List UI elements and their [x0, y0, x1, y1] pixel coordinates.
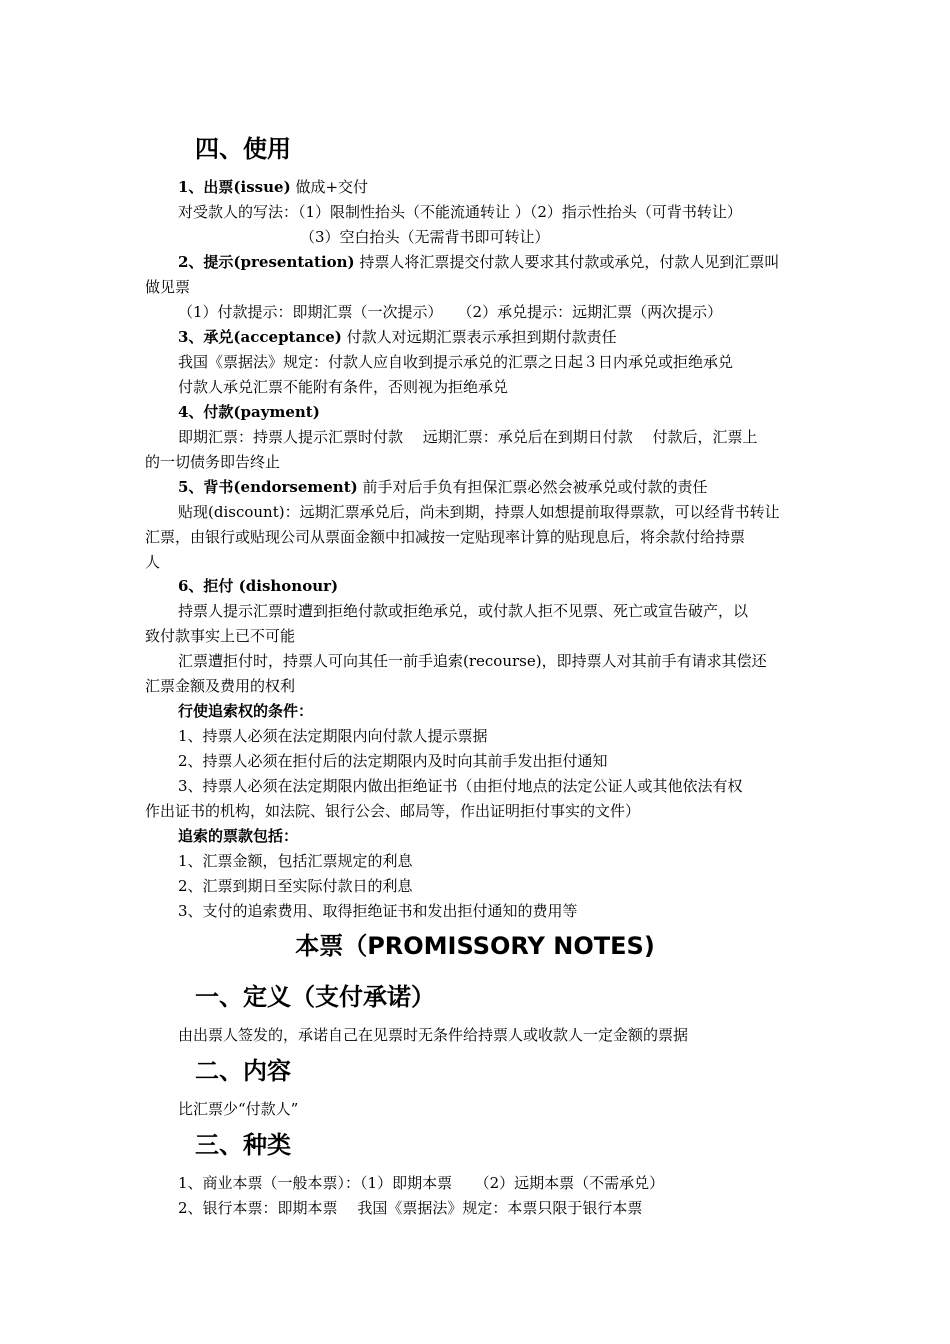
list-item: 1、持票人必须在法定期限内向付款人提示票据 — [178, 727, 488, 745]
item-issue-title: 1、出票(issue) — [178, 178, 291, 196]
paragraph-line: 由出票人签发的，承诺自己在见票时无条件给持票人或收款人一定金额的票据 — [178, 1026, 689, 1044]
paragraph-line: 我国《票据法》规定：付款人应自收到提示承兑的汇票之日起３日内承兑或拒绝承兑 — [178, 353, 734, 371]
section-heading-definition: 一、定义（支付承诺） — [195, 983, 435, 1011]
item-endorsement — [178, 477, 708, 497]
paragraph-line: 致付款事实上已不可能 — [145, 627, 296, 645]
list-item: 3、支付的追索费用、取得拒绝证书和发出拒付通知的费用等 — [178, 902, 578, 920]
item-acceptance — [178, 327, 617, 347]
promissory-notes-title: 本票（PROMISSORY NOTES) — [295, 932, 655, 960]
recourse-conditions-title: 行使追索权的条件： — [178, 702, 314, 720]
list-item: 2、持票人必须在拒付后的法定期限内及时向其前手发出拒付通知 — [178, 752, 608, 770]
paragraph-line: 做见票 — [145, 278, 191, 296]
item-acceptance-title: 3、承兑(acceptance) — [178, 328, 342, 346]
item-issue-desc: 做成+交付 — [290, 178, 369, 196]
list-item: 3、持票人必须在法定期限内做出拒绝证书（由拒付地点的法定公证人或其他依法有权 — [178, 777, 743, 795]
paragraph-line: 比汇票少“付款人” — [178, 1100, 299, 1118]
item-presentation-desc: 持票人将汇票提交付款人要求其付款或承兑，付款人见到汇票叫 — [354, 253, 780, 271]
paragraph-line: 贴现(discount)：远期汇票承兑后，尚未到期，持票人如想提前取得票款，可以经背书转让 — [178, 503, 780, 521]
paragraph-line: 汇票遭拒付时，持票人可向其任一前手追索(recourse)，即持票人对其前手有请求其偿还 — [178, 652, 767, 670]
item-presentation — [178, 252, 779, 272]
item-endorsement-desc: 前手对后手负有担保汇票必然会被承兑或付款的责任 — [357, 478, 708, 496]
list-item: 2、汇票到期日至实际付款日的利息 — [178, 877, 413, 895]
section-heading-types: 三、种类 — [195, 1131, 291, 1159]
item-payment-title: 4、付款(payment) — [178, 403, 320, 421]
item-endorsement-title: 5、背书(endorsement) — [178, 478, 358, 496]
item-acceptance-desc: 付款人对远期汇票表示承担到期付款责任 — [341, 328, 617, 346]
list-item: 1、商业本票（一般本票）：（1）即期本票 （2）远期本票（不需承兑） — [178, 1174, 665, 1192]
paragraph-line: 即期汇票：持票人提示汇票时付款 远期汇票：承兑后在到期日付款 付款后，汇票上 — [178, 428, 758, 446]
recourse-amount-title: 追索的票款包括： — [178, 827, 299, 845]
item-issue — [178, 177, 368, 197]
paragraph-line: 作出证书的机构，如法院、银行公会、邮局等，作出证明拒付事实的文件） — [145, 802, 641, 820]
paragraph-line: 付款人承兑汇票不能附有条件，否则视为拒绝承兑 — [178, 378, 509, 396]
paragraph-line: （3）空白抬头（无需背书即可转让） — [300, 228, 550, 246]
paragraph-line: 的一切债务即告终止 — [145, 453, 281, 471]
paragraph-line: 对受款人的写法：（1）限制性抬头（不能流通转让 ）（2）指示性抬头（可背书转让） — [178, 203, 742, 221]
item-dishonour-title: 6、拒付 (dishonour) — [178, 577, 339, 595]
section-heading-usage: 四、使用 — [195, 135, 291, 163]
item-presentation-title: 2、提示(presentation) — [178, 253, 355, 271]
paragraph-line: 汇票，由银行或贴现公司从票面金额中扣减按一定贴现率计算的贴现息后，将余款付给持票 — [145, 528, 746, 546]
paragraph-line: 人 — [145, 553, 161, 571]
paragraph-line: （1）付款提示：即期汇票（一次提示） （2）承兑提示：远期汇票（两次提示） — [178, 303, 723, 321]
paragraph-line: 汇票金额及费用的权利 — [145, 677, 296, 695]
section-heading-content: 二、内容 — [195, 1057, 291, 1085]
paragraph-line: 持票人提示汇票时遭到拒绝付款或拒绝承兑，或付款人拒不见票、死亡或宣告破产，以 — [178, 602, 749, 620]
list-item: 2、银行本票：即期本票 我国《票据法》规定：本票只限于银行本票 — [178, 1199, 643, 1217]
list-item: 1、汇票金额，包括汇票规定的利息 — [178, 852, 413, 870]
